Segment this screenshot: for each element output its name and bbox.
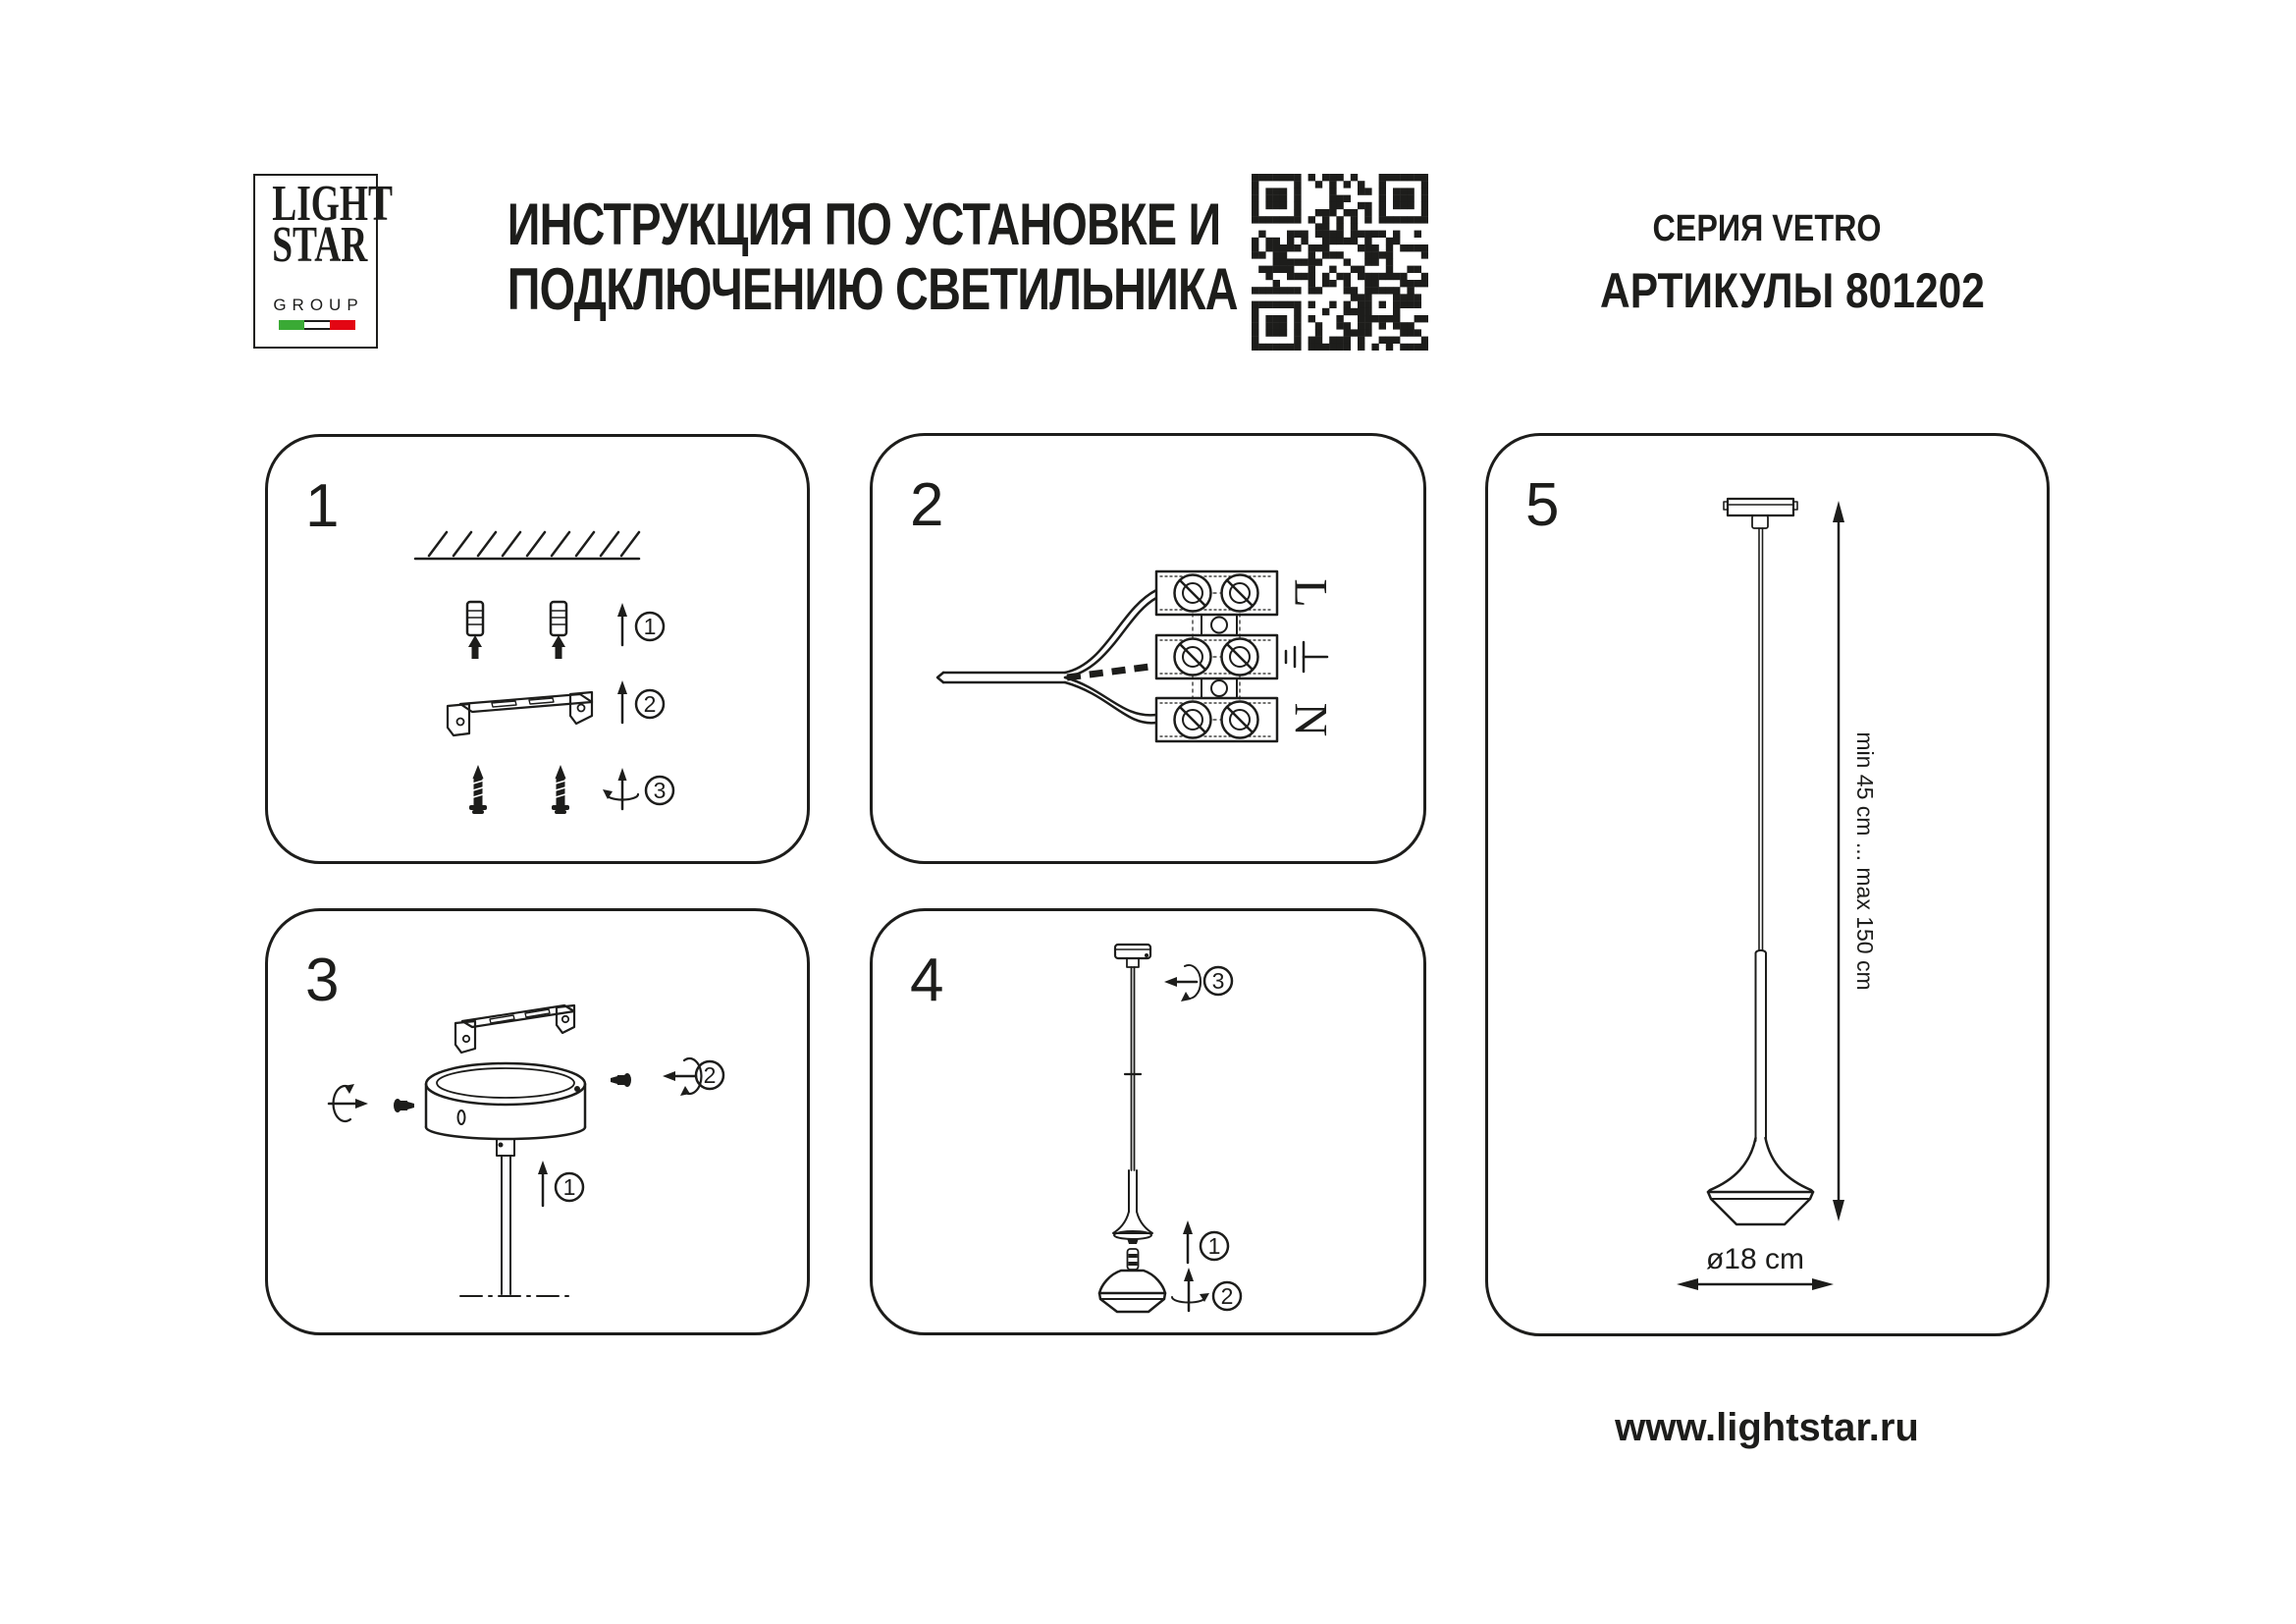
mounting-bracket-icon xyxy=(448,692,592,735)
rotate-screw-icon xyxy=(1164,965,1201,1001)
mounting-bracket-icon xyxy=(455,1005,574,1053)
diameter-dimension-label: ø18 cm xyxy=(1705,1243,1805,1275)
step-badge-number: 1 xyxy=(1207,1233,1221,1259)
logo-word-light: LIGHT xyxy=(272,176,393,232)
canopy xyxy=(426,1063,585,1139)
step-badge-number: 3 xyxy=(653,778,667,803)
step-badge-number: 2 xyxy=(1220,1283,1234,1309)
stem-tube xyxy=(1756,950,1767,1141)
supply-cable xyxy=(937,673,1065,682)
flag-red xyxy=(330,320,355,330)
height-dimension-arrow xyxy=(1833,501,1844,1221)
website-url: www.lightstar.ru xyxy=(1615,1406,1919,1449)
rod-trumpet-end xyxy=(1113,1170,1152,1244)
rotate-screw-icon xyxy=(329,1084,368,1121)
series-name: СЕРИЯ VETRO xyxy=(1652,208,1882,249)
step-panel-1 xyxy=(265,434,810,864)
panel-number-4: 4 xyxy=(910,947,944,1014)
logo-word-star: STAR xyxy=(272,217,368,273)
panel-number-1: 1 xyxy=(305,472,340,540)
title-line-1: ИНСТРУКЦИЯ ПО УСТАНОВКЕ И xyxy=(507,191,1221,257)
qr-code xyxy=(1252,174,1428,351)
rotate-screw-icon xyxy=(603,768,638,809)
page-title xyxy=(412,192,1276,322)
arrow-up-icon xyxy=(1183,1220,1193,1263)
step-badge xyxy=(636,613,664,640)
step-badge xyxy=(556,1173,583,1201)
terminal-block xyxy=(1156,571,1277,741)
suspension-rod xyxy=(1125,967,1141,1170)
arrow-up-icon xyxy=(538,1161,548,1206)
suspension-cable xyxy=(1759,528,1763,950)
ceiling-hatch xyxy=(415,532,639,559)
height-dimension-label: min 45 cm ... max 150 cm xyxy=(1852,731,1878,991)
step-badge-number: 2 xyxy=(703,1062,717,1088)
step-badge xyxy=(1213,1282,1241,1310)
step-panel-4 xyxy=(870,908,1426,1335)
screw-icon xyxy=(469,765,487,814)
wire-neutral xyxy=(1065,677,1156,723)
step-badge xyxy=(696,1061,723,1089)
label-neutral-N: N xyxy=(1284,702,1337,737)
panel-number-2: 2 xyxy=(910,471,944,539)
series-block xyxy=(1571,208,1985,319)
earth-symbol xyxy=(1286,642,1327,672)
glass-shade xyxy=(1099,1271,1165,1312)
panel-number-3: 3 xyxy=(305,947,340,1014)
lightstar-logo xyxy=(253,174,393,349)
article-number: АРТИКУЛЫ 801202 xyxy=(1600,263,1985,318)
logo-word-group: GROUP xyxy=(273,296,364,314)
step-badge xyxy=(636,690,664,718)
italian-flag-icon xyxy=(279,320,355,330)
dimension-panel-5 xyxy=(1485,433,2050,1336)
flag-green xyxy=(279,320,304,330)
step-panel-2 xyxy=(870,433,1426,864)
step-panel-3 xyxy=(265,908,810,1335)
diameter-dimension-arrow xyxy=(1677,1278,1834,1290)
screw-icon xyxy=(611,1073,631,1087)
step-badge xyxy=(646,777,673,804)
suspension-rod xyxy=(497,1139,514,1294)
wall-anchor-icon xyxy=(551,602,566,659)
canopy xyxy=(1115,945,1150,967)
title-line-2: ПОДКЛЮЧЕНИЮ СВЕТИЛЬНИКА xyxy=(507,256,1238,322)
ceiling-plate xyxy=(1724,499,1797,528)
glass-shade xyxy=(1708,1138,1813,1224)
threaded-bushing xyxy=(1128,1249,1139,1270)
rotate-screw-icon xyxy=(1172,1268,1209,1311)
flag-white xyxy=(304,320,330,330)
screw-icon xyxy=(394,1099,414,1112)
step-badge xyxy=(1201,1232,1228,1260)
label-line-L: L xyxy=(1284,578,1337,608)
screw-icon xyxy=(552,765,569,814)
panel-number-5: 5 xyxy=(1525,471,1560,539)
step-badge xyxy=(1204,967,1232,995)
arrow-up-icon xyxy=(617,603,627,645)
step-badge-number: 2 xyxy=(643,691,657,717)
step-badge-number: 3 xyxy=(1211,968,1225,994)
arrow-up-icon xyxy=(617,680,627,723)
step-badge-number: 1 xyxy=(643,614,657,639)
step-badge-number: 1 xyxy=(562,1174,576,1200)
wall-anchor-icon xyxy=(467,602,483,659)
